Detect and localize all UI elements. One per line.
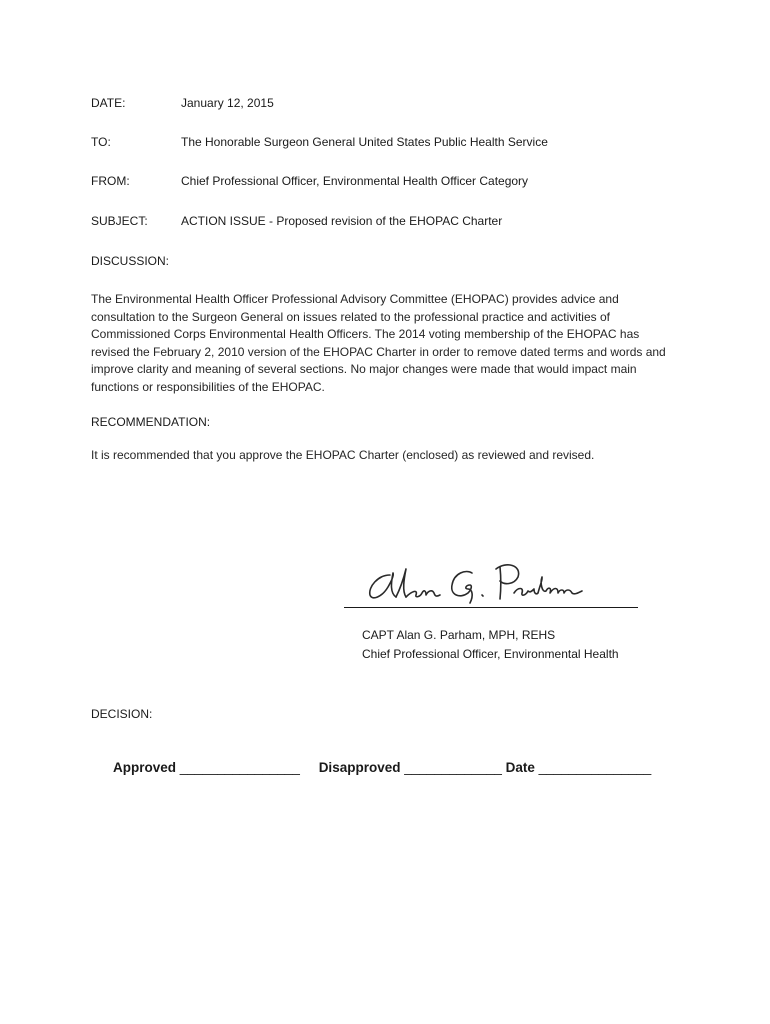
decision-date-label: Date [505, 760, 535, 775]
handwritten-signature [360, 555, 600, 610]
recommendation-paragraph: It is recommended that you approve the EHOPAC Charter (enclosed) as reviewed and revised. [91, 448, 595, 462]
disapproved-label: Disapproved [318, 760, 401, 775]
date-value: January 12, 2015 [181, 96, 274, 110]
from-label: FROM: [91, 174, 130, 188]
date-row [91, 95, 274, 111]
to-value: The Honorable Surgeon General United States Public Health Service [181, 135, 548, 149]
to-label: TO: [91, 135, 111, 149]
decision-label: DECISION: [91, 707, 153, 721]
approved-label: Approved [113, 760, 177, 775]
subject-value: ACTION ISSUE - Proposed revision of the EHOPAC Charter [181, 214, 503, 228]
disapproved-blank[interactable]: _____________ [404, 760, 502, 775]
date-label: DATE: [91, 96, 126, 110]
discussion-paragraph: The Environmental Health Officer Professional Advisory Committee (EHOPAC) provides advice and consultation to the Surgeon General on issues related to the professional practice and activities of Commissioned Corps Environmental Health Officers. The 2014 voting membership of the EHOPAC has revised the February 2, 2010 version of the EHOPAC Charter in order to remove dated terms and words and improve clarity and meaning of several sections. No major changes were made that would impact main functions or responsibilities of the EHOPAC. [91, 292, 666, 394]
recommendation-label: RECOMMENDATION: [91, 415, 211, 429]
decision-date-blank[interactable]: _______________ [538, 760, 652, 775]
signer-title: Chief Professional Officer, Environmental Health [362, 647, 619, 661]
signature-line [344, 607, 638, 608]
approved-blank[interactable]: ________________ [179, 760, 300, 775]
subject-row [91, 213, 502, 229]
to-row [91, 134, 548, 150]
decision-options [113, 760, 651, 775]
discussion-label: DISCUSSION: [91, 254, 170, 268]
from-value: Chief Professional Officer, Environmental Health Officer Category [181, 174, 529, 188]
from-row [91, 173, 528, 189]
subject-label: SUBJECT: [91, 214, 148, 228]
signer-name: CAPT Alan G. Parham, MPH, REHS [362, 628, 556, 642]
